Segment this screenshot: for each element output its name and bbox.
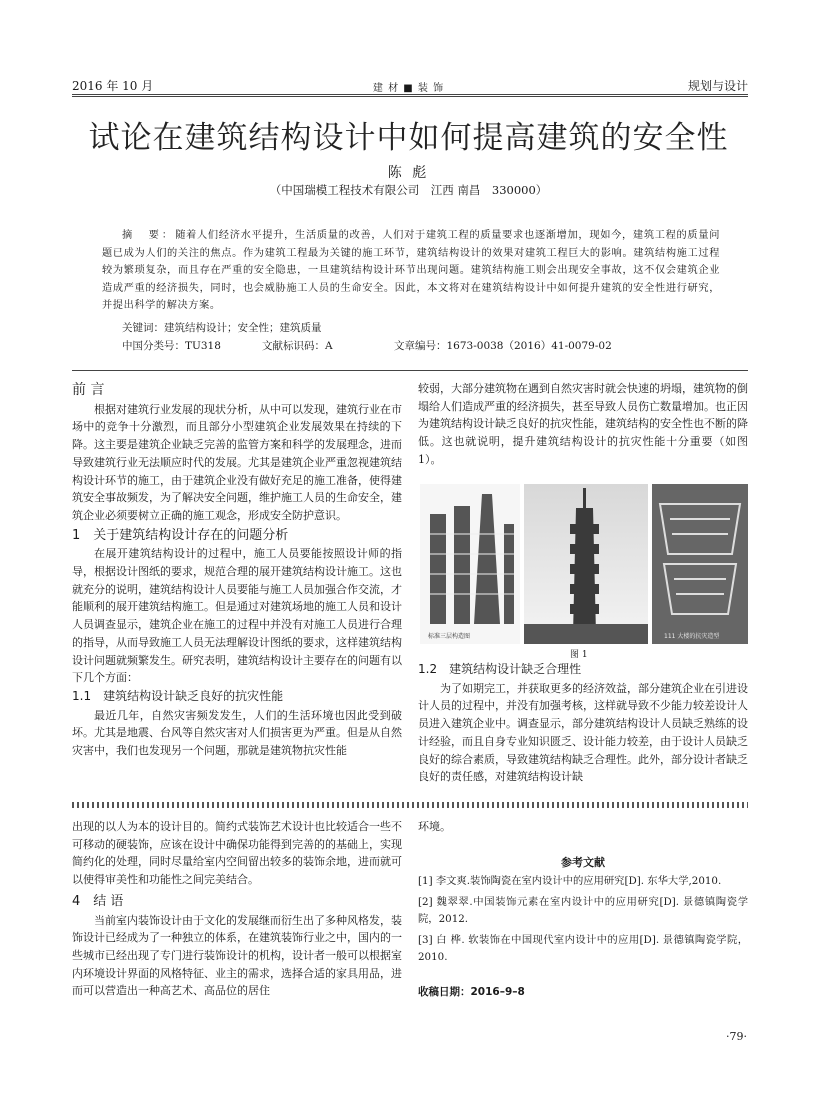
paragraph: 较弱，大部分建筑物在遇到自然灾害时就会快速的坍塌，建筑物的倒塌给人们造成严重的经济损失，甚至导致人员伤亡数量增加。也正因为建筑结构设计缺乏良好的抗灾性能，建筑结构的安全性也不断的降低。这也就说明，提升建筑结构设计的抗灾性能十分重要（如图 1）。 (418, 382, 748, 466)
header-section: 规划与设计 (687, 79, 748, 93)
heading-preface: 前 言 (72, 382, 105, 398)
page-title: 试论在建筑结构设计中如何提高建筑的安全性 (88, 120, 729, 156)
paragraph: 出现的以人为本的设计目的。简约式装饰艺术设计也比较适合一些不可移动的硬装饰，应该在设计中确保功能得到完善的的基础上，实现简约化的处理，同时尽量给室内空间留出较多的装饰余地，进而就可以使得审美性和功能性之间完美结合。 (72, 820, 402, 887)
paragraph: 在展开建筑结构设计的过程中，施工人员要能按照设计师的指导，根据设计图纸的要求，规范合理的展开建筑结构设计施工。这也就充分的说明，建筑结构设计人员要能与施工人员加强合作交流，才能顺利的展开建筑结构施工。但是通过对建筑场地的施工人员和设计人员调查显示，建筑企业在施工的过程中并没有对施工人员进行合理的指导，从而导致施工人员无法理解设计图纸的要求，这样建筑结构设计问题就频繁发生。研究表明，建筑结构设计主要存在的问题有以下几个方面： (72, 547, 402, 685)
paragraph: 最近几年，自然灾害频发发生，人们的生活环境也因此受到破坏。尤其是地震、台风等自然灾害对人们损害更为严重。但是从自然灾害中，我们也发现另一个问题，那就是建筑物抗灾性能 (72, 708, 402, 758)
article-number: 文章编号：1673-0038（2016）41-0079-02 (394, 340, 612, 352)
heading-section-1-2: 1.2 建筑结构设计缺乏合理性 (418, 662, 582, 676)
paragraph: 环境。 (418, 820, 451, 833)
section-divider (72, 802, 748, 808)
header-date: 2016 年 10 月 (72, 79, 154, 93)
header-rule (72, 94, 748, 95)
heading-section-1-1: 1.1 建筑结构设计缺乏良好的抗灾性能 (72, 688, 284, 703)
affiliation: （中国瑞模工程技术有限公司 江西 南昌 330000） (269, 183, 548, 197)
left-column (72, 380, 402, 760)
page-number: ·79· (726, 1030, 747, 1043)
figure-caption: 图 1 (570, 650, 588, 660)
paragraph: 为了如期完工，并获取更多的经济效益，部分建筑企业在引进设计人员的过程中，并没有加强考核，这样就导致不少能力较差设计人员进入建筑企业中。调查显示，部分建筑结构设计人员缺乏熟练的设计经验，而且自身专业知识匮乏、设计能力较差，由于设计人员缺乏良好的综合素质，导致建筑结构缺乏合理性。此外，部分设计者缺乏良好的责任感，对建筑结构设计缺 (418, 681, 748, 784)
heading-section-4: 4 结 语 (72, 893, 124, 909)
paragraph: 根据对建筑行业发展的现状分析，从中可以发现，建筑行业在市场中的竞争十分激烈，而且部分小型建筑企业发展效果在持续的下降。这主要是建筑企业缺乏完善的监管方案和科学的发展理念，进而导致建筑行业无法顺应时代的发展。尤其是建筑企业严重忽视建筑结构设计环节的施工，由于建筑企业没有做好充足的施工准备，使得建筑安全事故频发，为了解决安全问题，维护施工人员的生命安全，建筑企业必须要树立正确的施工观念，形成安全防护意识。 (72, 402, 402, 522)
abstract-label: 摘 要： (122, 230, 176, 241)
references-title: 参考文献 (561, 855, 605, 869)
figure-label-right: 111 大楼的抗灾造型 (664, 633, 720, 640)
abstract (102, 227, 720, 315)
header-rule-2 (72, 96, 748, 97)
keywords: 关键词：建筑结构设计；安全性；建筑质量 (122, 322, 322, 334)
bottom-left-column (72, 818, 402, 1000)
author: 陈 彪 (387, 165, 430, 181)
header-journal: 建 材 ■ 装 饰 (372, 83, 445, 94)
reference-item: [2] 魏翠翠.中国装饰元素在室内设计中的应用研究[D]. 景德镇陶瓷学院，2012. (418, 896, 748, 926)
paragraph: 当前室内装饰设计由于文化的发展继而衍生出了多种风格发，装饰设计已经成为了一种独立的体系，在建筑装饰行业之中，国内的一些城市已经出现了专门进行装饰设计的机构，设计者一般可以根据室内环境设计界面的风格特征、业主的需求，选择合适的家具用品，进而可以营造出一种高艺术、高品位的居住 (72, 913, 402, 998)
abstract-text: 随着人们经济水平提升，生活质量的改善，人们对于建筑工程的质量要求也逐渐增加，现如今，建筑工程的质量问题已成为人们的关注的焦点。作为建筑工程最为关键的施工环节，建筑结构设计的效果对建筑工程巨大的影响。建筑结构施工过程较为繁琐复杂，而且存在严重的安全隐患，一旦建筑结构设计环节出现问题。建筑结构施工则会出现安全事故，这不仅会建筑企业造成严重的经济损失，同时，也会威胁施工人员的生命安全。因此，本文将对在建筑结构设计中如何提升建筑的安全性进行研究，并提出科学的解决方案。 (102, 230, 721, 312)
received-date: 收稿日期：2016–9–8 (418, 986, 525, 999)
figure-1 (420, 484, 748, 644)
bottom-right-column (418, 818, 748, 1002)
references-list (418, 873, 748, 966)
figure-1-image (420, 484, 748, 644)
right-column-top (418, 380, 748, 469)
right-column-bottom (418, 660, 748, 786)
document-code: 文献标识码：A (262, 340, 333, 352)
figure-label-left: 标准三层构造图 (428, 633, 471, 640)
reference-item: [1] 李文爽.装饰陶瓷在室内设计中的应用研究[D]. 东华大学,2010. (418, 875, 722, 888)
clc-number: 中国分类号：TU318 (122, 340, 221, 352)
reference-item: [3] 白 桦. 软装饰在中国现代室内设计中的应用[D]. 景德镇陶瓷学院，2010. (418, 934, 748, 964)
heading-section-1: 1 关于建筑结构设计存在的问题分析 (72, 527, 289, 543)
abstract-rule (72, 370, 748, 371)
